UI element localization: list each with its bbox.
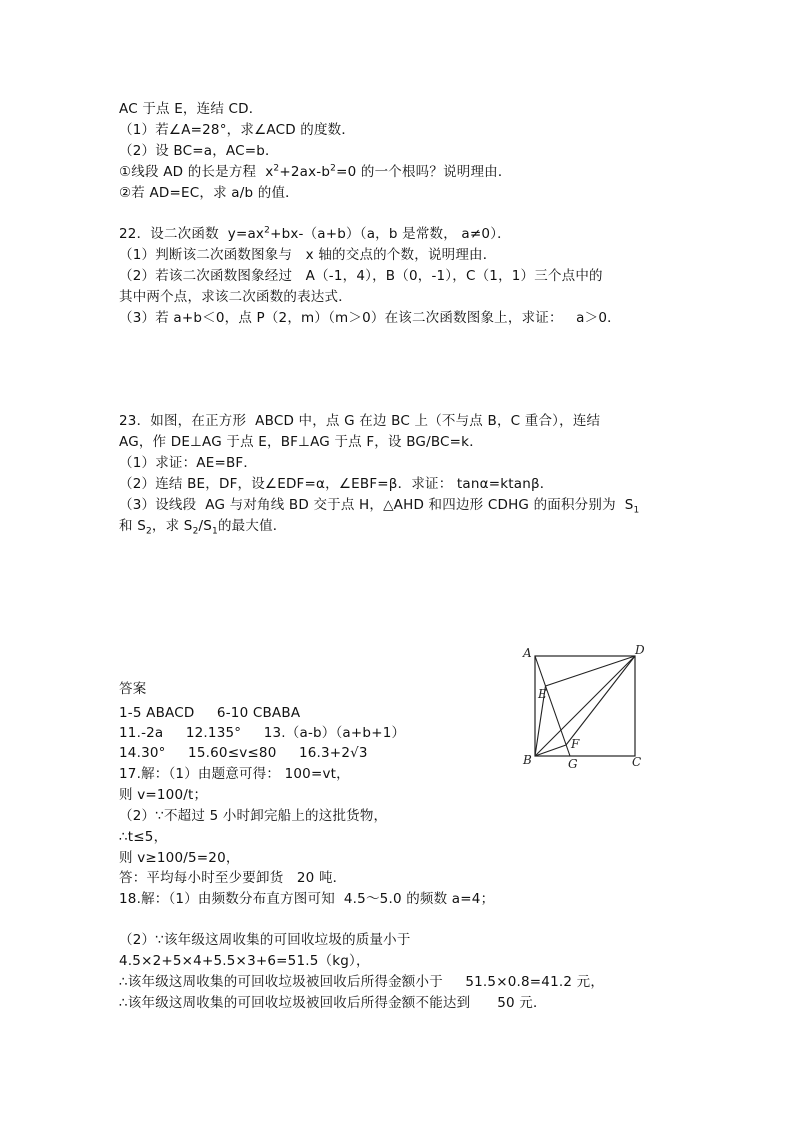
- q21-line-3: （2）设 BC=a，AC=b．: [119, 143, 279, 159]
- subscript: 1: [212, 526, 218, 537]
- subscript: 2: [192, 526, 199, 537]
- text-part: /S: [198, 518, 213, 534]
- text-part: 的最大值．: [217, 518, 287, 534]
- text-part: 22．设二次函数 y=ax: [119, 226, 265, 242]
- text-part: +2ax-b: [279, 164, 331, 180]
- answer-line-6: （2）∵不超过 5 小时卸完船上的这批货物，: [119, 808, 388, 824]
- label-c: C: [632, 755, 642, 769]
- answer-line-1: 1-5 ABACD 6-10 CBABA: [119, 705, 301, 721]
- q23-line-3: （1）求证：AE=BF．: [119, 455, 258, 471]
- answer-line-10: 18.解：（1）由频数分布直方图可知 4.5～5.0 的频数 a=4；: [119, 891, 495, 907]
- q22-line-5: （3）若 a+b＜0，点 P（2，m）（m＞0）在该二次函数图象上，求证： a＞0．: [119, 310, 621, 326]
- q23-line-6: [119, 517, 286, 535]
- answer-line-11: （2）∵该年级这周收集的可回收垃圾的质量小于: [119, 932, 411, 948]
- q22-line-4: 其中两个点，求该二次函数的表达式．: [119, 289, 352, 305]
- label-f: F: [571, 737, 580, 751]
- answer-line-4: 17.解：（1）由题意可得： 100=vt，: [119, 766, 350, 782]
- label-d: D: [635, 643, 645, 657]
- answer-line-5: 则 v=100/t；: [119, 787, 208, 803]
- superscript: 2: [273, 163, 280, 174]
- q22-line-1: [119, 225, 511, 243]
- answer-line-2: 11.-2a 12.135° 13.（a-b）（a+b+1）: [119, 725, 406, 741]
- text-part: ①线段 AD 的长是方程 x: [119, 164, 274, 180]
- subscript: 1: [633, 505, 640, 516]
- answer-line-13: ∴该年级这周收集的可回收垃圾被回收后所得金额小于 51.5×0.8=41.2 元，: [119, 974, 605, 990]
- q21-line-2: （1）若∠A=28°，求∠ACD 的度数．: [119, 122, 356, 138]
- q21-line-4: [119, 163, 512, 181]
- q23-line-2: AG，作 DE⊥AG 于点 E，BF⊥AG 于点 F，设 BG/BC=k．: [119, 434, 483, 450]
- q21-line-5: ②若 AD=EC，求 a/b 的值．: [119, 185, 299, 201]
- q22-line-3: （2）若该二次函数图象经过 A（-1，4），B（0，-1），C（1，1）三个点中的: [119, 268, 603, 284]
- superscript: 2: [330, 163, 337, 174]
- square-abcd-figure: [520, 642, 650, 770]
- label-e: E: [538, 687, 547, 701]
- text-part: +bx-（a+b）（a，b 是常数， a≠0）．: [270, 226, 511, 242]
- label-a: A: [523, 646, 532, 660]
- text-part: （3）设线段 AG 与对角线 BD 交于点 H，△AHD 和四边形 CDHG 的面积分别为 S: [119, 497, 634, 513]
- segment-de: [546, 656, 636, 686]
- diagonal-bd: [535, 656, 635, 756]
- label-b: B: [523, 753, 532, 767]
- text-part: =0 的一个根吗？说明理由．: [336, 164, 512, 180]
- segment-df: [566, 656, 635, 745]
- q23-line-1: 23．如图，在正方形 ABCD 中，点 G 在边 BC 上（不与点 B，C 重合），连结: [119, 413, 601, 429]
- q22-line-2: （1）判断该二次函数图象与 x 轴的交点的个数，说明理由．: [119, 247, 497, 263]
- answer-line-14: ∴该年级这周收集的可回收垃圾被回收后所得金额不能达到 50 元．: [119, 995, 547, 1011]
- answer-line-3: 14.30° 15.60≤v≤80 16.3+2√3: [119, 745, 368, 761]
- segment-ag: [535, 656, 570, 756]
- q23-line-5: [119, 496, 639, 514]
- answer-line-7: ∴t≤5，: [119, 829, 168, 845]
- answer-line-9: 答：平均每小时至少要卸货 20 吨．: [119, 870, 347, 886]
- text-part: ，求 S: [151, 518, 193, 534]
- q21-line-1: AC 于点 E，连结 CD．: [119, 101, 263, 117]
- answer-line-8: 则 v≥100/5=20，: [119, 850, 240, 866]
- answer-line-12: 4.5×2+5×4+5.5×3+6=51.5（kg），: [119, 953, 370, 969]
- answers-title: 答案: [119, 681, 147, 697]
- subscript: 2: [145, 526, 152, 537]
- superscript: 2: [264, 225, 271, 236]
- text-part: 和 S: [119, 518, 146, 534]
- label-g: G: [568, 757, 578, 770]
- q23-line-4: （2）连结 BE，DF，设∠EDF=α，∠EBF=β．求证： tanα=ktanβ．: [119, 476, 554, 492]
- segment-bf: [535, 745, 566, 756]
